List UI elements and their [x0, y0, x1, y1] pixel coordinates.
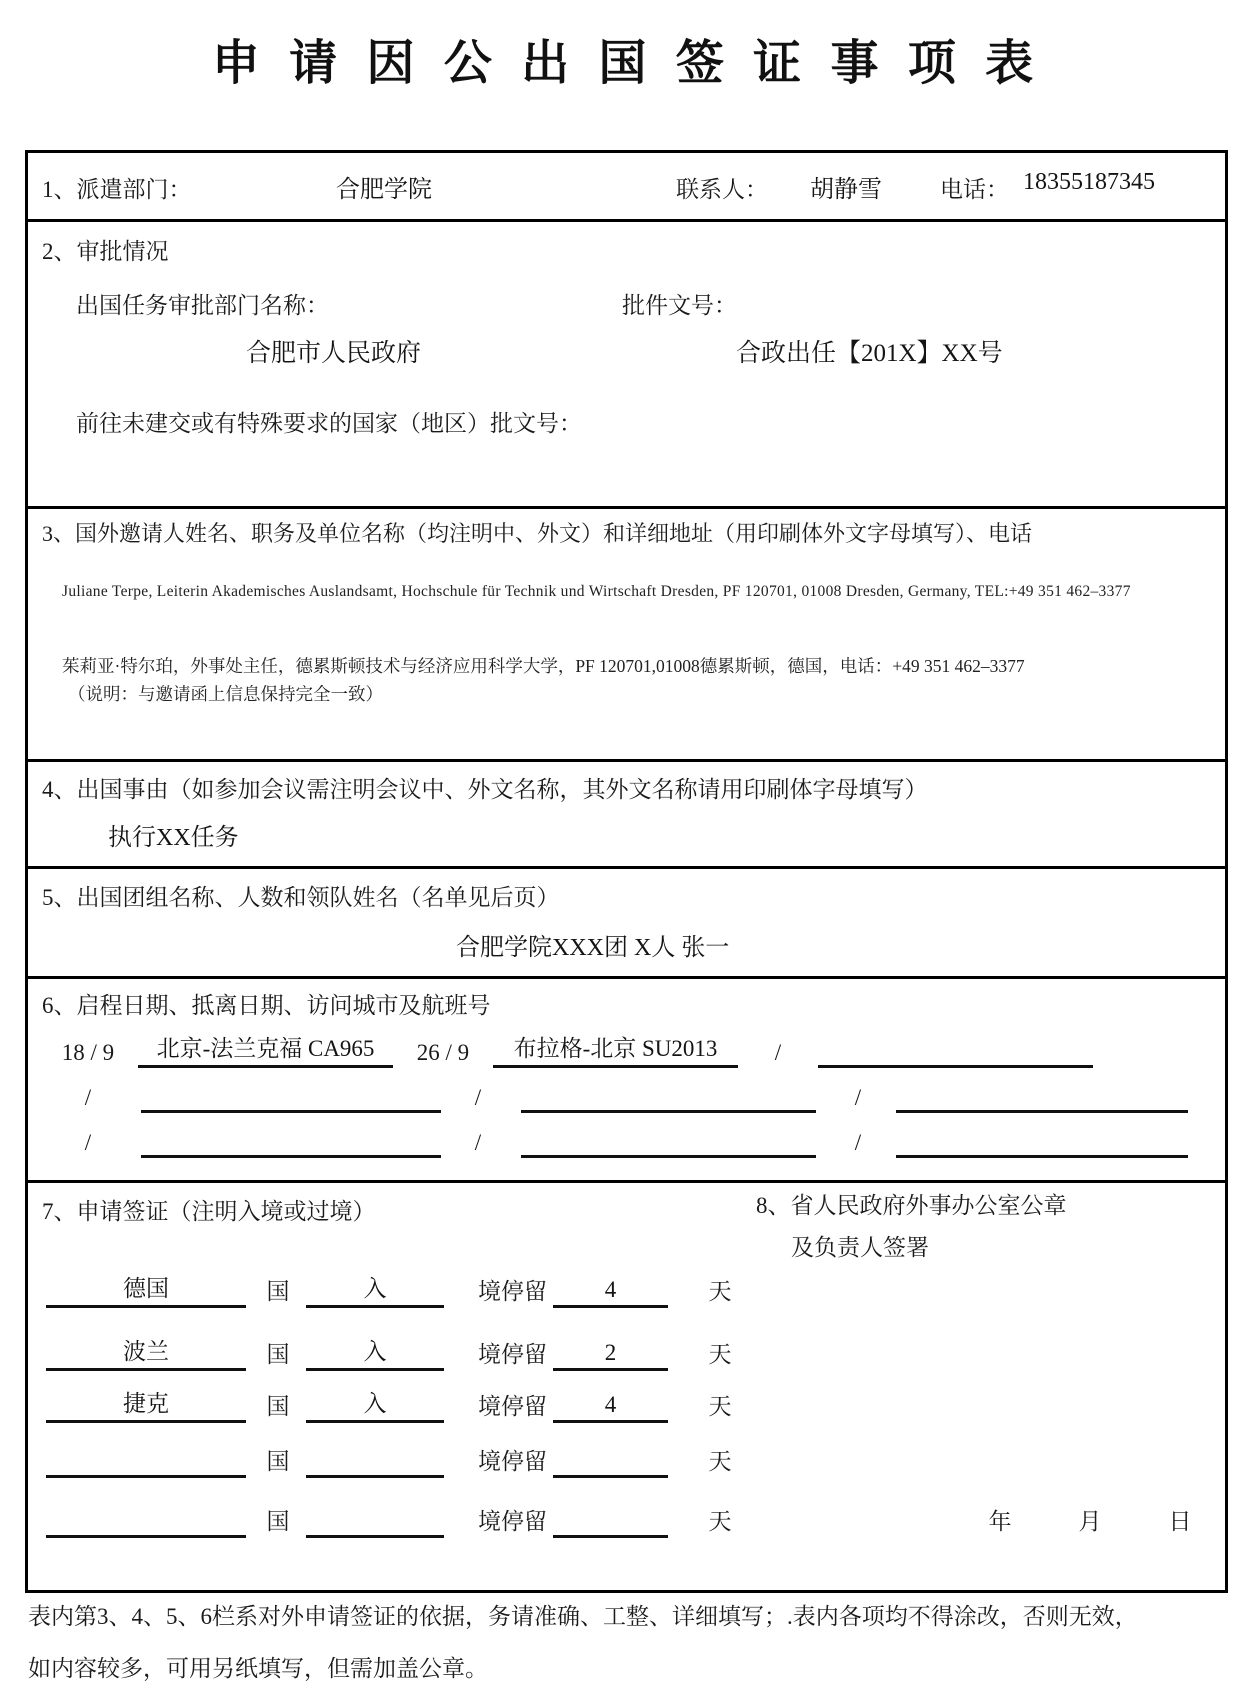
- visa-word-stay-3: 境停留: [478, 1394, 547, 1419]
- approval-doc-label: 批件文号：: [622, 293, 737, 318]
- visa-country-field-1: 德国: [46, 1268, 246, 1308]
- divider-row1: [28, 219, 1225, 222]
- visa-word-country-2: 国: [266, 1342, 290, 1367]
- itinerary-date2-row3: /: [474, 1130, 482, 1155]
- form-table: [25, 150, 1228, 1593]
- visa-country-field-5: [46, 1498, 246, 1538]
- itinerary-date3-row2: /: [854, 1085, 862, 1110]
- divider-row5: [28, 976, 1225, 979]
- divider-row6: [28, 1180, 1225, 1183]
- itinerary-leg3-row1: [818, 1030, 1093, 1068]
- visa-word-stay-2: 境停留: [478, 1342, 547, 1367]
- visa-word-country-5: 国: [266, 1509, 290, 1534]
- visa-word-days-3: 天: [708, 1394, 732, 1419]
- visa-entry-field-3: 入: [306, 1383, 444, 1423]
- invitee-info-en: Juliane Terpe, Leiterin Akademisches Auslandsamt, Hochschule für Technik und Wirtschaft Dresden, PF 120701, 01008 Dresden, Germany, TEL:+49 351 462–3377: [62, 583, 1131, 600]
- visa-days-field-5: [553, 1498, 668, 1538]
- itinerary-leg3-row2: [896, 1075, 1188, 1113]
- visa-entry-field-1: 入: [306, 1268, 444, 1308]
- itinerary-leg2-row3: [521, 1120, 816, 1158]
- special-country-doc-label: 前往未建交或有特殊要求的国家（地区）批文号：: [76, 411, 582, 436]
- visa-entry-field-2: 入: [306, 1331, 444, 1371]
- day-label: 日: [1168, 1509, 1192, 1534]
- itinerary-leg2-row1: 布拉格-北京 SU2013: [493, 1030, 738, 1068]
- invitee-note: （说明：与邀请函上信息保持完全一致）: [68, 684, 383, 704]
- divider-row2: [28, 506, 1225, 509]
- itinerary-leg1-row2: [141, 1075, 441, 1113]
- trip-reason-value: 执行XX任务: [108, 825, 239, 851]
- approval-dept-value: 合肥市人民政府: [246, 340, 422, 367]
- section6-label: 6、启程日期、抵离日期、访问城市及航班号: [42, 993, 491, 1018]
- month-label: 月: [1078, 1509, 1102, 1534]
- visa-word-country-1: 国: [266, 1279, 290, 1304]
- visa-word-days-2: 天: [708, 1342, 732, 1367]
- itinerary-leg2-row2: [521, 1075, 816, 1113]
- section7-label: 7、申请签证（注明入境或过境）: [42, 1199, 376, 1224]
- visa-country-field-3: 捷克: [46, 1383, 246, 1423]
- section4-label: 4、出国事由（如参加会议需注明会议中、外文名称，其外文名称请用印刷体字母填写）: [42, 777, 928, 802]
- visa-word-days-4: 天: [708, 1449, 732, 1474]
- visa-word-country-4: 国: [266, 1449, 290, 1474]
- itinerary-date1-row3: /: [84, 1130, 92, 1155]
- visa-country-field-2: 波兰: [46, 1331, 246, 1371]
- section8-label-line2: 及负责人签署: [791, 1235, 929, 1260]
- visa-entry-field-4: [306, 1438, 444, 1478]
- section3-label: 3、国外邀请人姓名、职务及单位名称（均注明中、外文）和详细地址（用印刷体外文字母填写）、电话: [42, 521, 1033, 546]
- invitee-info-cn: 茱莉亚·特尔珀，外事处主任，德累斯顿技术与经济应用科学大学，PF 120701,01008德累斯顿，德国，电话：+49 351 462–3377: [62, 656, 1025, 676]
- approval-dept-label: 出国任务审批部门名称：: [76, 293, 329, 318]
- visa-country-field-4: [46, 1438, 246, 1478]
- phone-value: 18355187345: [1023, 169, 1155, 195]
- approval-doc-value: 合政出任【201X】XX号: [736, 340, 1003, 367]
- group-info-value: 合肥学院XXX团 X人 张一: [456, 935, 730, 961]
- itinerary-date2-row2: /: [474, 1085, 482, 1110]
- visa-days-field-1: 4: [553, 1268, 668, 1308]
- footer-note-line2: 如内容较多，可用另纸填写，但需加盖公章。: [28, 1656, 488, 1681]
- visa-word-stay-5: 境停留: [478, 1509, 547, 1534]
- divider-row4: [28, 866, 1225, 869]
- visa-days-field-4: [553, 1438, 668, 1478]
- visa-word-country-3: 国: [266, 1394, 290, 1419]
- section5-label: 5、出国团组名称、人数和领队姓名（名单见后页）: [42, 885, 560, 910]
- itinerary-date3-row1: /: [774, 1040, 782, 1065]
- itinerary-leg1-row3: [141, 1120, 441, 1158]
- visa-word-stay-4: 境停留: [478, 1449, 547, 1474]
- visa-word-days-1: 天: [708, 1279, 732, 1304]
- section2-label: 2、审批情况: [42, 239, 169, 264]
- contact-name-value: 胡静雪: [810, 177, 882, 203]
- itinerary-date2-row1: 26 / 9: [416, 1040, 470, 1065]
- itinerary-date1-row2: /: [84, 1085, 92, 1110]
- contact-label: 联系人：: [676, 177, 768, 202]
- visa-days-field-3: 4: [553, 1383, 668, 1423]
- visa-word-days-5: 天: [708, 1509, 732, 1534]
- dispatch-department-value: 合肥学院: [336, 177, 432, 203]
- section8-label-line1: 8、省人民政府外事办公室公章: [756, 1193, 1067, 1218]
- year-label: 年: [988, 1509, 1012, 1534]
- itinerary-leg3-row3: [896, 1120, 1188, 1158]
- section1-label: 1、派遣部门：: [42, 177, 192, 202]
- phone-label: 电话：: [940, 177, 1009, 202]
- itinerary-date1-row1: 18 / 9: [61, 1040, 115, 1065]
- divider-row3: [28, 759, 1225, 762]
- visa-entry-field-5: [306, 1498, 444, 1538]
- footer-note-line1: 表内第3、4、5、6栏系对外申请签证的依据，务请准确、工整、详细填写；.表内各项均不得涂改，否则无效，: [28, 1604, 1138, 1629]
- itinerary-date3-row3: /: [854, 1130, 862, 1155]
- form-title: 申 请 因 公 出 国 签 证 事 项 表: [211, 37, 1042, 90]
- itinerary-leg1-row1: 北京-法兰克福 CA965: [138, 1030, 393, 1068]
- visa-word-stay-1: 境停留: [478, 1279, 547, 1304]
- visa-days-field-2: 2: [553, 1331, 668, 1371]
